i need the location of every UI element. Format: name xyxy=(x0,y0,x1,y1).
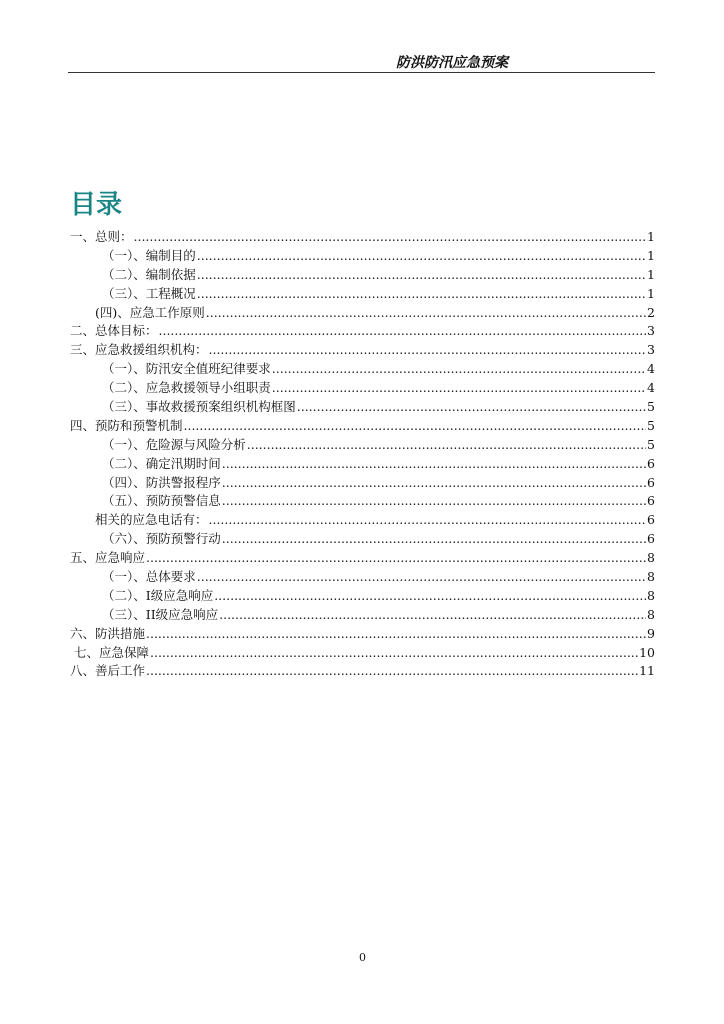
toc-entry-label: 一、总则： xyxy=(70,229,133,244)
toc-entry[interactable] xyxy=(70,417,655,436)
toc-entry-label: （五）、预防预警信息 xyxy=(102,493,221,509)
toc-leader-dots xyxy=(214,587,646,606)
toc-entry[interactable] xyxy=(70,492,655,511)
toc-entry-label: （一）、防汛安全值班纪律要求 xyxy=(102,361,271,377)
toc-entry[interactable] xyxy=(70,530,655,549)
toc-entry-label: 八、善后工作 xyxy=(70,663,146,679)
toc-entry[interactable] xyxy=(70,606,655,625)
toc-entry[interactable] xyxy=(70,360,655,379)
toc-entry-page: 3 xyxy=(647,323,655,339)
toc-entry[interactable] xyxy=(70,436,655,455)
toc-entry[interactable] xyxy=(70,285,655,304)
toc-entry[interactable] xyxy=(70,549,655,568)
toc-entry-page: 8 xyxy=(647,550,655,566)
toc-leader-dots xyxy=(197,266,646,285)
toc-entry-label: （二）、编制依据 xyxy=(102,266,196,282)
toc-entry-page: 9 xyxy=(647,625,655,641)
toc-entry-page: 3 xyxy=(647,342,655,358)
toc-entry-page: 6 xyxy=(647,512,655,528)
toc-entry[interactable] xyxy=(70,228,655,247)
toc-entry-page: 8 xyxy=(647,587,655,603)
toc-entry-page: 1 xyxy=(647,229,655,244)
table-of-contents xyxy=(70,228,655,681)
toc-entry-page: 10 xyxy=(639,644,655,660)
toc-entry[interactable] xyxy=(70,247,655,266)
toc-entry-label: （三）、II级应急响应 xyxy=(102,606,219,622)
toc-entry-page: 8 xyxy=(647,569,655,585)
toc-entry[interactable] xyxy=(70,625,655,644)
toc-leader-dots xyxy=(222,530,646,549)
toc-leader-dots xyxy=(209,511,647,530)
toc-leader-dots xyxy=(206,304,646,323)
toc-entry[interactable] xyxy=(70,568,655,587)
toc-leader-dots xyxy=(197,247,646,266)
toc-entry-page: 6 xyxy=(647,455,655,471)
toc-entry-label: (四)、应急工作原则 xyxy=(95,304,205,320)
toc-entry-page: 5 xyxy=(647,436,655,452)
header-title: 防洪防汛应急预案 xyxy=(396,55,508,71)
toc-entry-label: 二、总体目标： xyxy=(70,323,158,339)
toc-leader-dots xyxy=(209,341,647,360)
toc-entry-page: 4 xyxy=(647,361,655,377)
toc-entry-label: （三）、工程概况 xyxy=(102,285,196,301)
toc-title: 目录 xyxy=(70,190,123,220)
toc-entry[interactable] xyxy=(70,304,655,323)
toc-leader-dots xyxy=(272,379,646,398)
toc-leader-dots xyxy=(272,360,646,379)
toc-entry[interactable] xyxy=(70,474,655,493)
toc-entry-label: （三）、事故救援预案组织机构框图 xyxy=(102,399,296,415)
toc-entry-label: （二）、I级应急响应 xyxy=(102,587,214,603)
toc-leader-dots xyxy=(159,322,647,341)
toc-entry[interactable] xyxy=(70,341,655,360)
toc-entry[interactable] xyxy=(70,662,655,681)
toc-entry-page: 6 xyxy=(647,474,655,490)
toc-entry-label: （一）、危险源与风险分析 xyxy=(102,436,246,452)
toc-entry-label: （二）、应急救援领导小组职责 xyxy=(102,380,271,396)
toc-leader-dots xyxy=(134,228,647,247)
toc-leader-dots xyxy=(247,436,646,455)
toc-entry-page: 2 xyxy=(647,304,655,320)
toc-entry-page: 11 xyxy=(639,663,655,679)
toc-entry-label: 五、应急响应 xyxy=(70,550,146,566)
toc-entry[interactable] xyxy=(70,455,655,474)
toc-entry-label: 四、预防和预警机制 xyxy=(70,417,183,433)
toc-leader-dots xyxy=(146,625,646,644)
toc-leader-dots xyxy=(146,662,638,681)
toc-leader-dots xyxy=(150,644,638,663)
toc-leader-dots xyxy=(222,474,646,493)
toc-entry-page: 6 xyxy=(647,493,655,509)
toc-entry-page: 1 xyxy=(647,247,655,263)
toc-entry-page: 6 xyxy=(647,531,655,547)
toc-entry-label: （一）、总体要求 xyxy=(102,569,196,585)
toc-entry[interactable] xyxy=(70,379,655,398)
toc-entry-label: 三、应急救援组织机构： xyxy=(70,342,208,358)
toc-entry-page: 5 xyxy=(647,417,655,433)
toc-entry[interactable] xyxy=(70,511,655,530)
toc-entry-label: 相关的应急电话有： xyxy=(95,512,208,528)
toc-leader-dots xyxy=(222,492,646,511)
toc-entry-page: 1 xyxy=(647,266,655,282)
toc-leader-dots xyxy=(184,417,647,436)
page-header xyxy=(68,52,655,73)
page-number: 0 xyxy=(359,951,366,964)
toc-entry[interactable] xyxy=(70,266,655,285)
toc-leader-dots xyxy=(197,285,646,304)
toc-leader-dots xyxy=(219,606,646,625)
toc-entry[interactable] xyxy=(70,587,655,606)
toc-leader-dots xyxy=(197,568,646,587)
toc-leader-dots xyxy=(222,455,646,474)
toc-entry-label: 七、应急保障 xyxy=(74,644,150,660)
toc-entry-label: （四）、防洪警报程序 xyxy=(102,474,221,490)
toc-entry-page: 4 xyxy=(647,380,655,396)
toc-entry-page: 8 xyxy=(647,606,655,622)
toc-entry[interactable] xyxy=(70,322,655,341)
toc-leader-dots xyxy=(297,398,646,417)
toc-entry[interactable] xyxy=(70,644,655,663)
toc-entry-label: （六）、预防预警行动 xyxy=(102,531,221,547)
toc-entry[interactable] xyxy=(70,398,655,417)
toc-entry-label: （二）、确定汛期时间 xyxy=(102,455,221,471)
toc-leader-dots xyxy=(146,549,646,568)
toc-entry-label: 六、防洪措施 xyxy=(70,625,146,641)
toc-entry-page: 5 xyxy=(647,399,655,415)
toc-entry-page: 1 xyxy=(647,285,655,301)
toc-entry-label: （一）、编制目的 xyxy=(102,247,196,263)
